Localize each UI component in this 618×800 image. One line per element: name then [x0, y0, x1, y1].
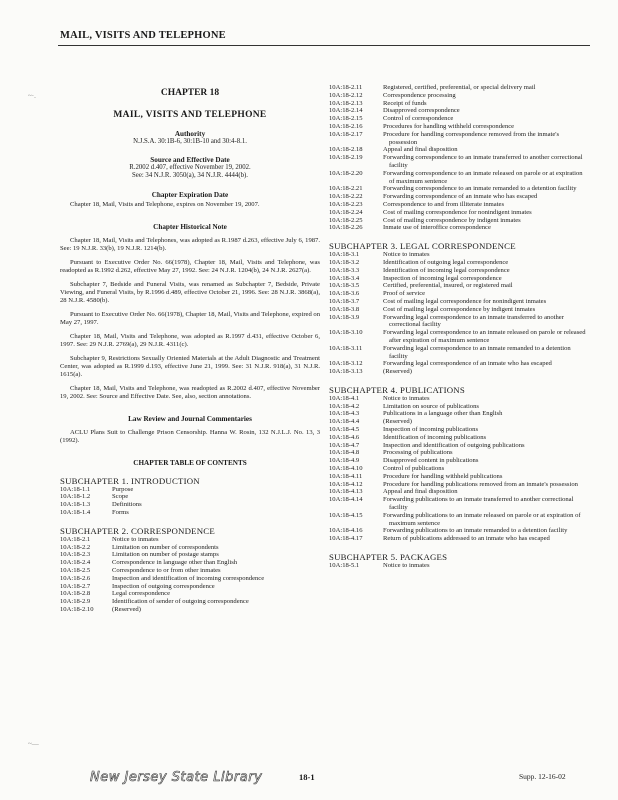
section-title: Registered, certified, preferential, or special delivery mail: [383, 84, 536, 91]
section-number: 10A:18-2.8: [60, 590, 91, 598]
toc-entry: [329, 473, 588, 481]
toc-entry: [329, 107, 588, 115]
section-number: 10A:18-3.2: [329, 258, 360, 266]
toc-entry: [329, 481, 588, 489]
section-title: (Reserved): [383, 368, 412, 376]
toc-entry: [329, 395, 588, 403]
toc-entry: [60, 551, 320, 559]
section-title: Cost of mailing correspondence by indigent inmates: [383, 216, 521, 224]
section-title: Inspection of incoming legal correspondence: [383, 274, 502, 282]
section-title: Forwarding correspondence to an inmate released on parole or at expiration of maximum sentence: [383, 169, 583, 185]
toc-entry: [60, 583, 320, 591]
source-text: See: 34 N.J.R. 3050(a), 34 N.J.R. 4444(b).: [132, 172, 248, 180]
section-title: Forwarding correspondence of an inmate who has escaped: [383, 193, 538, 201]
section-number: 10A:18-2.5: [60, 566, 91, 574]
section-number: 10A:18-2.16: [329, 122, 363, 130]
toc-entry: [329, 84, 588, 92]
toc-entry: [60, 536, 320, 544]
toc-entry: [329, 146, 588, 154]
section-number: 10A:18-4.1: [329, 394, 360, 402]
toc-entry: [329, 298, 588, 306]
toc-entry: [60, 509, 320, 517]
subchapter-heading: SUBCHAPTER 2. CORRESPONDENCE: [60, 525, 215, 536]
toc-entry: [60, 598, 320, 606]
toc-entry: [329, 488, 588, 496]
scan-mark: ~—: [28, 740, 39, 748]
section-number: 10A:18-4.13: [329, 488, 363, 496]
section-title: Notice to inmates: [383, 251, 430, 259]
subchapter-heading: SUBCHAPTER 5. PACKAGES: [329, 552, 448, 563]
section-number: 10A:18-2.21: [329, 185, 363, 193]
section-number: 10A:18-4.12: [329, 480, 363, 488]
section-title: Processing of publications: [383, 449, 453, 457]
section-title: Forwarding correspondence to an inmate remanded to a detention facility: [383, 185, 577, 193]
section-number: 10A:18-2.23: [329, 200, 363, 208]
section-title: Procedure for handling correspondence removed from the inmate's possession: [383, 130, 560, 146]
section-title: Cost of mailing legal correspondence for nonindigent inmates: [383, 297, 547, 305]
section-number: 10A:18-2.18: [329, 146, 363, 154]
section-number: 10A:18-2.15: [329, 115, 363, 123]
section-title: Purpose: [112, 485, 134, 493]
chapter-title: MAIL, VISITS AND TELEPHONE: [113, 110, 267, 120]
historical-paragraph: Chapter 18, Mail, Visits and Telephone, was adopted as R.1997 d.431, effective October 6, 1997. See: 29 N.J.R. 2769(a), 29 N.J.R. 4311(c).: [60, 332, 320, 348]
toc-entry: [329, 403, 588, 411]
toc-continued: [329, 84, 588, 232]
section-number: 10A:18-2.25: [329, 216, 363, 224]
section-title: Disapproved correspondence: [383, 107, 460, 115]
section-title: Proof of service: [383, 290, 426, 298]
section-number: 10A:18-4.3: [329, 410, 360, 418]
section-title: Forwarding publications to an inmate released on parole or at expiration of maximum sentence: [383, 511, 581, 527]
toc-entry: [329, 217, 588, 225]
toc-entry: [329, 123, 588, 131]
running-head: MAIL, VISITS AND TELEPHONE: [60, 30, 226, 41]
toc-entry: [329, 290, 588, 298]
authority-text: N.J.S.A. 30:1B-6, 30:1B-10 and 30:4-8.1.: [133, 138, 247, 145]
toc-entry: [329, 170, 588, 186]
section-title: Correspondence in language other than English: [112, 559, 238, 567]
toc-heading: CHAPTER TABLE OF CONTENTS: [133, 458, 247, 467]
section-number: 10A:18-2.7: [60, 582, 91, 590]
toc-entry: [329, 209, 588, 217]
toc-entry: [60, 501, 320, 509]
section-title: Return of publications addressed to an inmate who has escaped: [383, 535, 550, 543]
toc-entry: [329, 496, 588, 512]
section-number: 10A:18-4.16: [329, 527, 363, 535]
section-title: Inmate use of interoffice correspondence: [383, 224, 491, 232]
toc-entry: [329, 442, 588, 450]
toc-entry: [329, 512, 588, 528]
toc-entry: [329, 329, 588, 345]
toc-entry: [329, 282, 588, 290]
section-title: Notice to inmates: [112, 535, 159, 543]
section-title: Forwarding correspondence to an inmate transferred to another correctional facility: [383, 154, 583, 169]
section-number: 10A:18-2.20: [329, 169, 363, 177]
toc-entry: [60, 590, 320, 598]
section-title: Certified, preferential, insured, or registered mail: [383, 282, 513, 290]
section-number: 10A:18-2.17: [329, 130, 363, 138]
section-number: 10A:18-2.2: [60, 543, 91, 551]
section-number: 10A:18-3.6: [329, 290, 360, 298]
historical-paragraph: Pursuant to Executive Order No. 66(1978), Chapter 18, Mail, Visits and Telephone, was readopted as R.1992 d.262, effective May 27, 1992. See: 24 N.J.R. 1204(b), 24 N.J.R. 2627(a).: [60, 258, 320, 274]
section-number: 10A:18-3.12: [329, 360, 363, 368]
section-number: 10A:18-2.4: [60, 559, 91, 567]
toc-entry: [60, 493, 320, 501]
section-title: Forwarding publications to an inmate remanded to a detention facility: [383, 527, 568, 535]
toc-entry: [329, 259, 588, 267]
toc-entry: [329, 449, 588, 457]
header-rule: [58, 45, 590, 46]
section-number: 10A:18-1.1: [60, 485, 91, 493]
law-review-text: ACLU Plans Suit to Challenge Prison Censorship. Hanna W. Rosin, 132 N.J.L.J. No. 13, 3 (1992).: [60, 428, 320, 444]
section-number: 10A:18-4.17: [329, 535, 363, 543]
toc-entry: [329, 251, 588, 259]
toc-left: [60, 476, 320, 614]
section-title: Cost of mailing correspondence for nonindigent inmates: [383, 208, 532, 216]
section-number: 10A:18-4.14: [329, 496, 363, 504]
section-number: 10A:18-2.9: [60, 598, 91, 606]
section-number: 10A:18-4.8: [329, 449, 360, 457]
section-title: Forwarding legal correspondence to an inmate transferred to another correctional facility: [383, 313, 564, 329]
section-number: 10A:18-3.10: [329, 329, 363, 337]
historical-paragraph: Pursuant to Executive Order No. 66(1978), Chapter 18, Mail, Visits and Telephone, expired on May 27, 1997.: [60, 310, 320, 326]
toc-entry: [329, 345, 588, 361]
historical-note-heading: Chapter Historical Note: [153, 222, 227, 231]
section-title: Forwarding legal correspondence of an inmate who has escaped: [383, 360, 552, 368]
section-number: 10A:18-2.1: [60, 535, 91, 543]
subchapter-heading: SUBCHAPTER 1. INTRODUCTION: [60, 475, 200, 486]
section-number: 10A:18-2.24: [329, 208, 363, 216]
section-title: Limitation on source of publications: [383, 402, 479, 410]
section-number: 10A:18-4.9: [329, 457, 360, 465]
section-number: 10A:18-1.2: [60, 493, 91, 501]
section-number: 10A:18-2.14: [329, 107, 363, 115]
toc-entry: [329, 426, 588, 434]
section-title: Cost of mailing legal correspondence by indigent inmates: [383, 305, 536, 313]
page-number: 18-1: [299, 772, 315, 782]
toc-entry: [60, 567, 320, 575]
section-number: 10A:18-2.13: [329, 99, 363, 107]
law-review-heading: Law Review and Journal Commentaries: [128, 414, 252, 423]
toc-entry: [329, 527, 588, 535]
section-title: Control of publications: [383, 465, 445, 473]
section-number: 10A:18-3.5: [329, 282, 360, 290]
section-title: Notice to inmates: [383, 394, 430, 402]
section-title: Scope: [112, 493, 129, 501]
toc-entry: [329, 193, 588, 201]
section-title: Identification of incoming legal correspondence: [383, 266, 510, 274]
section-title: Forwarding publications to an inmate transferred to another correctional facility: [383, 496, 574, 512]
section-number: 10A:18-2.26: [329, 224, 363, 232]
toc-entry: [329, 154, 588, 170]
authority-heading: Authority: [174, 130, 206, 138]
toc-entry: [329, 201, 588, 209]
section-number: 10A:18-3.13: [329, 368, 363, 376]
section-title: (Reserved): [383, 418, 412, 426]
toc-entry: [60, 559, 320, 567]
toc-entry: [329, 410, 588, 418]
section-number: 10A:18-2.11: [329, 84, 363, 91]
section-title: Definitions: [112, 501, 142, 509]
section-number: 10A:18-3.4: [329, 274, 360, 282]
section-number: 10A:18-3.11: [329, 344, 363, 352]
toc-entry: [329, 306, 588, 314]
section-number: 10A:18-4.15: [329, 511, 363, 519]
section-title: Identification of sender of outgoing correspondence: [112, 598, 249, 606]
section-number: 10A:18-4.6: [329, 433, 360, 441]
toc-entry: [60, 486, 320, 494]
section-title: Procedure for handling withheld publications: [383, 472, 503, 480]
section-number: 10A:18-2.6: [60, 574, 91, 582]
subchapter-heading: SUBCHAPTER 3. LEGAL CORRESPONDENCE: [329, 241, 516, 252]
section-title: Identification of outgoing legal correspondence: [383, 258, 509, 266]
library-watermark: New Jersey State Library: [90, 770, 263, 785]
expiration-heading: Chapter Expiration Date: [151, 190, 229, 199]
section-title: Notice to inmates: [383, 562, 430, 570]
section-title: Publications in a language other than English: [383, 410, 503, 418]
toc-entry: [329, 368, 588, 376]
section-title: Correspondence processing: [383, 91, 456, 99]
section-title: Correspondence to or from other inmates: [112, 566, 221, 574]
section-number: 10A:18-3.1: [329, 251, 360, 259]
section-title: Receipt of funds: [383, 99, 427, 107]
historical-paragraph: Chapter 18, Mail, Visits and Telephone, was readopted as R.2002 d.407, effective November 19, 2002. See: Source and Effective Date. See, also, section annotations.: [60, 384, 320, 400]
section-title: Forwarding legal correspondence to an inmate released on parole or released after expiration of maximum sentence: [383, 329, 586, 344]
section-number: 10A:18-2.19: [329, 154, 363, 162]
toc-entry: [329, 314, 588, 330]
section-title: Legal correspondence: [112, 590, 171, 598]
source-heading: Source and Effective Date: [150, 156, 230, 165]
section-number: 10A:18-2.10: [60, 605, 94, 613]
section-number: 10A:18-1.3: [60, 501, 91, 509]
toc-entry: [329, 434, 588, 442]
section-number: 10A:18-4.7: [329, 441, 360, 449]
section-number: 10A:18-4.11: [329, 472, 363, 480]
section-number: 10A:18-2.12: [329, 91, 363, 99]
section-title: Appeal and final disposition: [383, 146, 458, 154]
section-title: Procedures for handling withheld correspondence: [383, 122, 515, 130]
toc-entry: [329, 360, 588, 368]
toc-entry: [329, 131, 588, 147]
section-title: Identification of incoming publications: [383, 433, 487, 441]
section-title: Correspondence to and from illiterate inmates: [383, 200, 505, 208]
historical-paragraph: Chapter 18, Mail, Visits and Telephones, was adopted as R.1987 d.263, effective July 6, 1987. See: 19 N.J.R. 33(b), 19 N.J.R. 1214(b).: [60, 236, 320, 252]
section-number: 10A:18-2.3: [60, 551, 91, 559]
toc-entry: [329, 100, 588, 108]
section-number: 10A:18-2.22: [329, 193, 363, 201]
section-number: 10A:18-1.4: [60, 509, 91, 516]
subchapter-heading: SUBCHAPTER 4. PUBLICATIONS: [329, 384, 465, 395]
source-text: R.2002 d.407, effective November 19, 2002.: [129, 164, 251, 172]
toc-entry: [329, 185, 588, 193]
section-title: Procedure for handling publications removed from an inmate's possession: [383, 480, 578, 488]
section-title: Disapproved content in publications: [383, 457, 479, 465]
historical-paragraph: Subchapter 9, Restrictions Sexually Oriented Materials at the Adult Diagnostic and Treatment Center, was adopted as R.1999 d.193, effective June 21, 1999. See: 31 N.J.R. 918(a), 31 N.J.R. 1615(a).: [60, 354, 320, 378]
section-title: Appeal and final disposition: [383, 488, 458, 496]
scan-mark: ~·.: [28, 92, 36, 100]
supplement-date: Supp. 12-16-02: [519, 772, 566, 781]
section-title: (Reserved): [112, 605, 141, 613]
section-number: 10A:18-3.3: [329, 266, 360, 274]
chapter-number: CHAPTER 18: [160, 88, 220, 98]
toc-entry: [329, 457, 588, 465]
toc-entry: [329, 465, 588, 473]
toc-entry: [329, 92, 588, 100]
section-number: 10A:18-4.2: [329, 402, 360, 410]
toc-right: [329, 241, 588, 570]
section-number: 10A:18-4.10: [329, 465, 363, 473]
toc-entry: [329, 535, 588, 543]
toc-entry: [60, 606, 320, 614]
toc-entry: [329, 224, 588, 232]
section-title: Inspection and identification of outgoing publications: [383, 441, 525, 449]
section-number: 10A:18-5.1: [329, 562, 360, 570]
section-title: Control of correspondence: [383, 115, 454, 123]
toc-entry: [60, 544, 320, 552]
toc-entry: [329, 115, 588, 123]
section-title: Forwarding legal correspondence to an inmate remanded to a detention facility: [383, 344, 571, 360]
section-number: 10A:18-4.4: [329, 418, 360, 426]
section-number: 10A:18-4.5: [329, 426, 360, 434]
toc-entry: [329, 562, 588, 570]
section-number: 10A:18-3.9: [329, 313, 360, 321]
section-title: Inspection and identification of incoming correspondence: [112, 574, 265, 582]
section-title: Limitation on number of postage stamps: [112, 551, 219, 559]
toc-entry: [329, 275, 588, 283]
right-column: [329, 84, 588, 570]
expiration-text: Chapter 18, Mail, Visits and Telephone, expires on November 19, 2007.: [70, 200, 260, 208]
section-number: 10A:18-3.7: [329, 297, 360, 305]
section-title: Inspection of outgoing correspondence: [112, 582, 215, 590]
section-title: Inspection of incoming publications: [383, 426, 479, 434]
section-number: 10A:18-3.8: [329, 305, 360, 313]
section-title: Forms: [112, 509, 129, 516]
section-title: Limitation on number of correspondents: [112, 543, 219, 551]
historical-paragraph: Subchapter 7, Bedside and Funeral Visits, was renamed as Subchapter 7, Bedside, Private Viewing, and Funeral Visits, by R.1996 d.489, effective October 21, 1996. See: 28 N.J.R. 3868(a), 28 N.J.R. 4580(b).: [60, 280, 320, 304]
toc-entry: [60, 575, 320, 583]
left-column: [60, 84, 320, 614]
toc-entry: [329, 267, 588, 275]
toc-entry: [329, 418, 588, 426]
